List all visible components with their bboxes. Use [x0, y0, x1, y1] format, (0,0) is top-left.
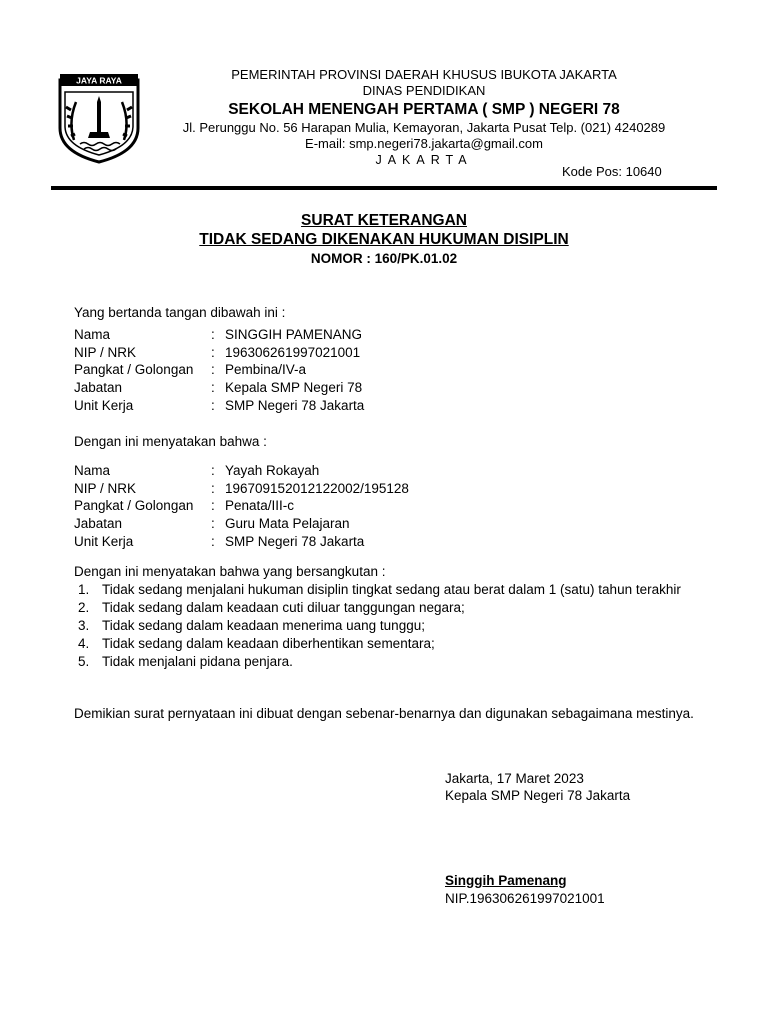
list-item-number: 3. [78, 618, 90, 633]
list-item-text: Tidak sedang dalam keadaan diberhentikan sementara; [102, 636, 435, 651]
list-item-number: 5. [78, 654, 90, 669]
signatory-intro: Yang bertanda tangan dibawah ini : [74, 305, 286, 320]
field-label: NIP / NRK [74, 345, 137, 360]
list-item-text: Tidak menjalani pidana penjara. [102, 654, 293, 669]
list-item-number: 1. [78, 582, 90, 597]
signatory-name: Singgih Pamenang [445, 873, 567, 888]
field-value: Guru Mata Pelajaran [225, 516, 350, 531]
field-separator: : [211, 481, 215, 496]
field-value: Yayah Rokayah [225, 463, 320, 478]
field-label: Jabatan [74, 380, 123, 395]
field-label: Nama [74, 463, 111, 478]
list-item-text: Tidak sedang dalam keadaan menerima uang tunggu; [102, 618, 425, 633]
statement-list [74, 581, 696, 671]
list-item-text: Tidak sedang dalam keadaan cuti diluar tanggungan negara; [102, 600, 465, 615]
field-value: SMP Negeri 78 Jakarta [225, 398, 365, 413]
field-separator: : [211, 362, 215, 377]
government-line: PEMERINTAH PROVINSI DAERAH KHUSUS IBUKOTA JAKARTA [231, 67, 617, 82]
svg-text:JAYA RAYA: JAYA RAYA [76, 75, 122, 86]
letterhead-divider [51, 186, 717, 190]
letterhead [150, 67, 698, 168]
field-label: NIP / NRK [74, 481, 137, 496]
list-item [74, 635, 696, 653]
list-item [74, 617, 696, 635]
school-name: SEKOLAH MENENGAH PERTAMA ( SMP ) NEGERI 78 [228, 101, 620, 118]
list-item-text: Tidak sedang menjalani hukuman disiplin tingkat sedang atau berat dalam 1 (satu) tahun terakhir [102, 582, 681, 597]
letter-title: SURAT KETERANGAN [301, 212, 467, 229]
field-label: Pangkat / Golongan [74, 362, 194, 377]
school-email: E-mail: smp.negeri78.jakarta@gmail.com [305, 136, 543, 151]
field-separator: : [211, 534, 215, 549]
field-separator: : [211, 498, 215, 513]
field-value: Kepala SMP Negeri 78 [225, 380, 363, 395]
list-item [74, 581, 696, 599]
field-label: Pangkat / Golongan [74, 498, 194, 513]
postal-code: Kode Pos: 10640 [562, 164, 662, 179]
field-value: Penata/III-c [225, 498, 295, 513]
field-value: SINGGIH PAMENANG [225, 327, 363, 342]
field-separator: : [211, 345, 215, 360]
field-label: Unit Kerja [74, 398, 134, 413]
jakarta-coat-of-arms-logo [54, 70, 144, 164]
letter-number: NOMOR : 160/PK.01.02 [310, 251, 458, 266]
field-label: Jabatan [74, 516, 123, 531]
list-item [74, 653, 696, 671]
list-item-number: 2. [78, 600, 90, 615]
signature-position: Kepala SMP Negeri 78 Jakarta [445, 788, 631, 803]
field-label: Nama [74, 327, 111, 342]
subject-intro: Dengan ini menyatakan bahwa : [74, 434, 267, 449]
field-value: Pembina/IV-a [225, 362, 307, 377]
field-separator: : [211, 463, 215, 478]
field-separator: : [211, 327, 215, 342]
field-separator: : [211, 380, 215, 395]
letter-subtitle: TIDAK SEDANG DIKENAKAN HUKUMAN DISIPLIN [199, 231, 569, 248]
list-item [74, 599, 696, 617]
department-line: DINAS PENDIDIKAN [362, 83, 486, 98]
field-separator: : [211, 516, 215, 531]
school-address: Jl. Perunggu No. 56 Harapan Mulia, Kemayoran, Jakarta Pusat Telp. (021) 4240289 [182, 120, 666, 135]
field-value: 196306261997021001 [225, 345, 361, 360]
field-label: Unit Kerja [74, 534, 134, 549]
statement-intro: Dengan ini menyatakan bahwa yang bersangkutan : [74, 564, 386, 579]
field-value: SMP Negeri 78 Jakarta [225, 534, 365, 549]
list-item-number: 4. [78, 636, 90, 651]
signatory-nip: NIP.196306261997021001 [445, 891, 605, 906]
field-separator: : [211, 398, 215, 413]
closing-paragraph: Demikian surat pernyataan ini dibuat dengan sebenar-benarnya dan digunakan sebagaimana mestinya. [74, 706, 694, 721]
signature-place-date: Jakarta, 17 Maret 2023 [445, 771, 584, 786]
city-name: JAKARTA [375, 153, 473, 167]
field-value: 196709152012122002/195128 [225, 481, 409, 496]
